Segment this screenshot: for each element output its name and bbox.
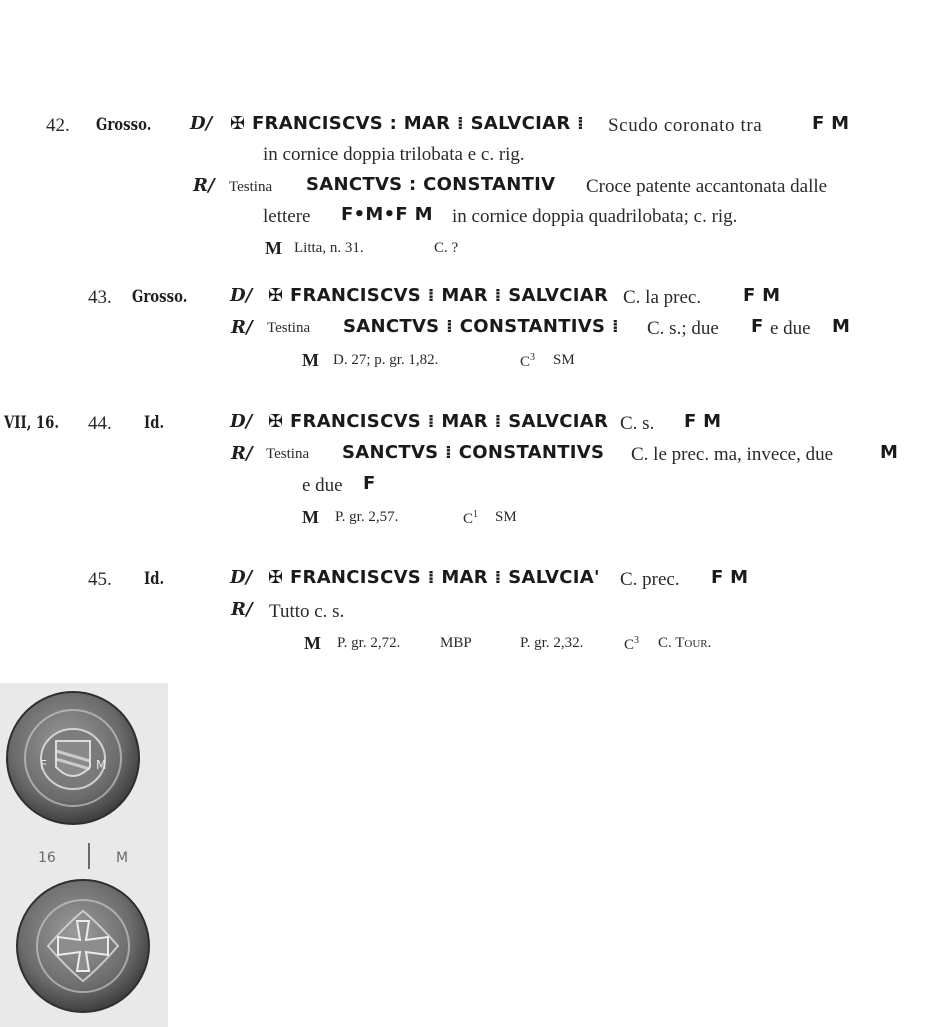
reference-text: P. gr. 2,57.	[335, 509, 399, 525]
rarity: C. ?	[434, 240, 459, 256]
reverse-letter-m: M	[832, 316, 851, 337]
reverse-legend: SANCTVS ⁞ CONSTANTIVS ⁞	[343, 316, 620, 337]
reverse-symbol: R/	[193, 175, 215, 196]
plate-mint-label: M	[116, 850, 129, 866]
reverse-line2-prefix: lettere	[263, 206, 311, 227]
reverse-symbol: R/	[231, 317, 253, 338]
coin-type-name: Id.	[144, 569, 165, 589]
obverse-legend: ✠ FRANCISCVS ⁞ MAR ⁞ SALVCIA'	[268, 567, 600, 588]
plate-reference: VII, 16.	[4, 413, 60, 433]
reverse-prefix: Testina	[229, 179, 273, 195]
reverse-coin-image	[14, 877, 152, 1015]
obverse-legend: ✠ FRANCISCVS : MAR ⁞ SALVCIAR ⁞	[230, 113, 585, 134]
obverse-letters: F M	[711, 567, 749, 588]
obverse-coin-image	[4, 689, 142, 827]
reference-text-2: P. gr. 2,32.	[520, 635, 584, 651]
collection: SM	[553, 352, 575, 368]
reference-mark: M	[302, 507, 319, 527]
obverse-symbol: D/	[190, 113, 213, 134]
obverse-letters: F M	[684, 411, 722, 432]
reverse-description: C. s.; due	[647, 318, 719, 339]
entry-number: 43.	[88, 287, 112, 308]
reference-text: D. 27; p. gr. 1,82.	[333, 352, 439, 368]
obverse-legend: ✠ FRANCISCVS ⁞ MAR ⁞ SALVCIAR	[268, 285, 609, 306]
obverse-description: C. prec.	[620, 569, 680, 590]
rarity: $C^1$	[463, 509, 479, 527]
obverse-symbol: D/	[230, 567, 253, 588]
reverse-letter-f: F	[751, 316, 764, 337]
coin-type-name: Grosso.	[96, 115, 152, 135]
reverse-mid-text: e due	[770, 318, 811, 339]
coin-type-name: Grosso.	[132, 287, 188, 307]
obverse-letters: F M	[743, 285, 781, 306]
rarity: $C^3$	[624, 635, 640, 653]
coin-plate	[0, 683, 168, 1027]
reverse-letter-m: M	[880, 442, 899, 463]
reverse-symbol: R/	[231, 599, 253, 620]
entry-number: 44.	[88, 413, 112, 434]
reverse-line2-text: e due	[302, 475, 343, 496]
plate-divider	[88, 843, 90, 869]
collection-2: C. Tour.	[658, 635, 712, 651]
obverse-description-line2: in cornice doppia trilobata e c. rig.	[263, 144, 525, 165]
entry-number: 42.	[46, 115, 70, 136]
collection-1: MBP	[440, 635, 472, 651]
entry-number: 45.	[88, 569, 112, 590]
reverse-line2-text: in cornice doppia quadrilobata; c. rig.	[452, 206, 738, 227]
reference-text: P. gr. 2,72.	[337, 635, 401, 651]
plate-number-label: 16	[38, 850, 56, 866]
collection: SM	[495, 509, 517, 525]
svg-text:F: F	[40, 758, 47, 772]
obverse-description: C. la prec.	[623, 287, 702, 308]
reverse-prefix: Testina	[267, 320, 311, 336]
reverse-legend: SANCTVS ⁞ CONSTANTIVS	[342, 442, 605, 463]
obverse-description: Scudo coronato tra	[608, 115, 763, 136]
obverse-letters: F M	[812, 113, 850, 134]
reference-mark: M	[304, 633, 321, 653]
reverse-text: Tutto c. s.	[269, 601, 345, 622]
reference-text: Litta, n. 31.	[294, 240, 364, 256]
reference-mark: M	[265, 238, 282, 258]
obverse-symbol: D/	[230, 411, 253, 432]
obverse-symbol: D/	[230, 285, 253, 306]
reverse-line2-letters: F•M•F M	[341, 204, 433, 225]
reverse-prefix: Testina	[266, 446, 310, 462]
obverse-description: C. s.	[620, 413, 655, 434]
reverse-symbol: R/	[231, 443, 253, 464]
reference-mark: M	[302, 350, 319, 370]
svg-text:M: M	[96, 758, 107, 772]
obverse-legend: ✠ FRANCISCVS ⁞ MAR ⁞ SALVCIAR	[268, 411, 609, 432]
reverse-legend: SANCTVS : CONSTANTIV	[306, 174, 556, 195]
reverse-letter-f: F	[363, 473, 376, 494]
reverse-description: C. le prec. ma, invece, due	[631, 444, 834, 465]
rarity: $C^3$	[520, 352, 536, 370]
coin-type-name: Id.	[144, 413, 165, 433]
reverse-description: Croce patente accantonata dalle	[586, 176, 828, 197]
